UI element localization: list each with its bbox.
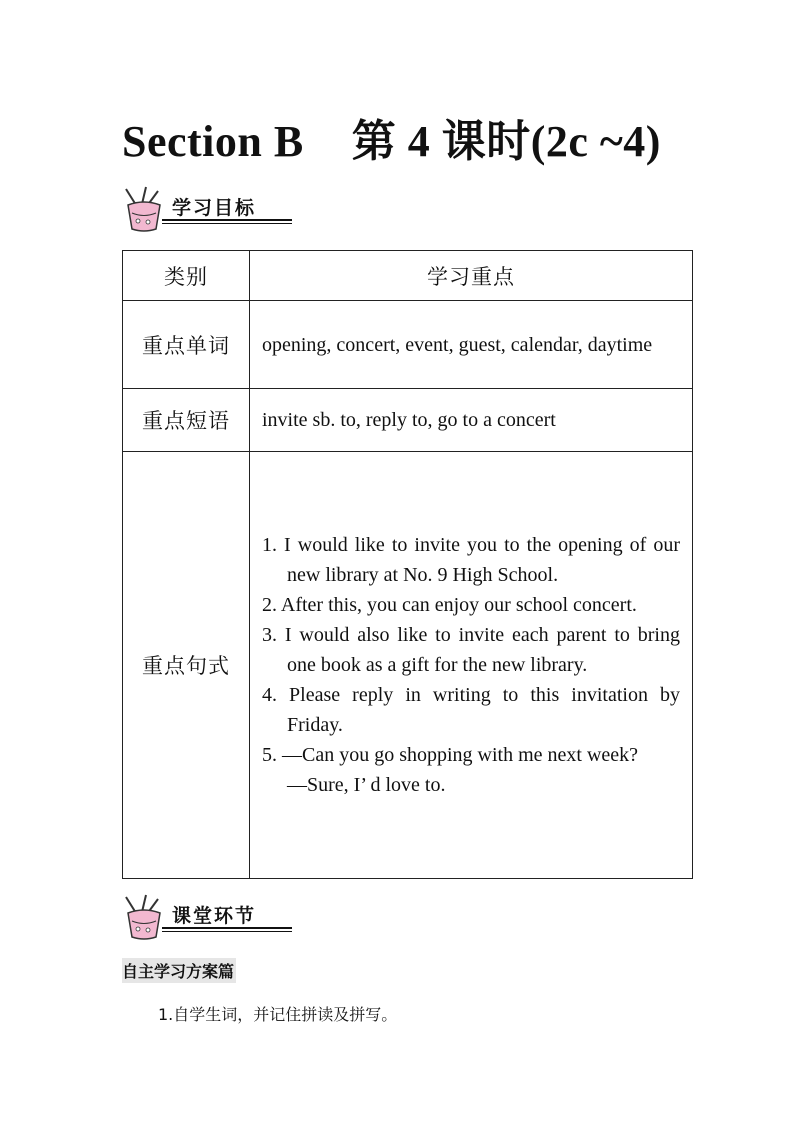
table-row bbox=[123, 389, 693, 452]
sentence-item: 1. I would like to invite you to the opening of our new library at No. 9 High School. bbox=[262, 534, 680, 586]
row-category: 重点单词 bbox=[123, 301, 250, 389]
sentence-item: 2. After this, you can enjoy our school concert. bbox=[262, 594, 637, 616]
row-content: opening, concert, event, guest, calendar, daytime bbox=[250, 301, 693, 389]
title-section: Section B bbox=[122, 117, 304, 166]
sentence-reply: —Sure, I’ d love to. bbox=[287, 774, 446, 796]
pencil-cup-icon bbox=[118, 185, 168, 235]
row-content: invite sb. to, reply to, go to a concert bbox=[250, 389, 693, 452]
pencil-cup-icon bbox=[118, 893, 168, 943]
class-steps-heading bbox=[118, 893, 298, 941]
header-category: 类别 bbox=[123, 251, 250, 301]
self-study-subheading: 自主学习方案篇 bbox=[122, 958, 236, 983]
page-title bbox=[122, 112, 722, 172]
table-row bbox=[123, 452, 693, 879]
sentences-list bbox=[250, 452, 693, 879]
header-content: 学习重点 bbox=[250, 251, 693, 301]
table-row bbox=[123, 301, 693, 389]
sentence-item: 3. I would also like to invite each parent to bring one book as a gift for the new library. bbox=[262, 624, 680, 676]
table-header-row bbox=[123, 251, 693, 301]
objectives-table bbox=[122, 250, 693, 879]
objectives-heading bbox=[118, 185, 298, 233]
sentence-item: 5. —Can you go shopping with me next week? bbox=[262, 744, 639, 766]
title-lesson: 第 4 课时(2c ~4) bbox=[351, 117, 661, 166]
row-category: 重点句式 bbox=[123, 452, 250, 879]
objectives-label: 学习目标 bbox=[172, 197, 257, 219]
task-item: 1.自学生词，并记住拼读及拼写。 bbox=[158, 1005, 398, 1024]
class-steps-label: 课堂环节 bbox=[172, 905, 257, 927]
sentence-item: 4. Please reply in writing to this invitation by Friday. bbox=[262, 684, 680, 736]
row-category: 重点短语 bbox=[123, 389, 250, 452]
